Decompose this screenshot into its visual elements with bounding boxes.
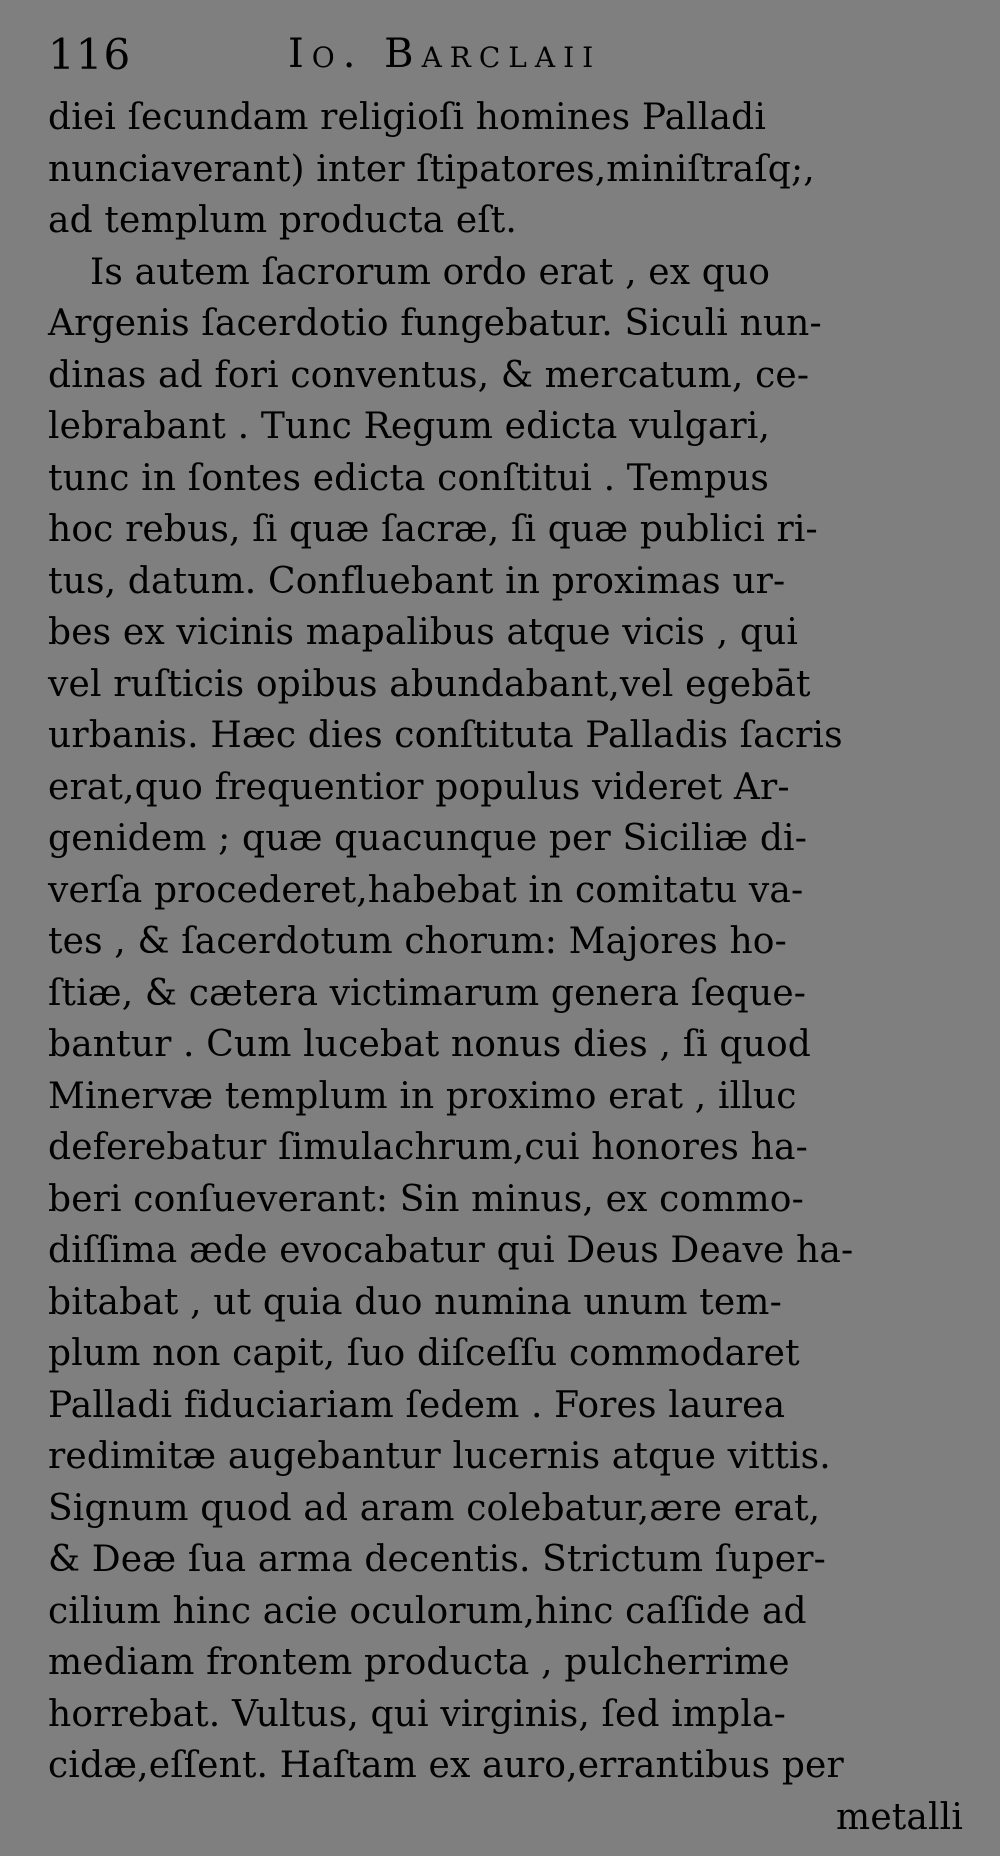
text-line: genidem ; quæ quacunque per Siciliæ di- [48,818,808,859]
catchword: metalli [836,1796,963,1838]
text-line: plum non capit, ſuo diſceſſu commodaret [48,1333,800,1374]
text-line: bitabat , ut quia duo numina unum tem- [48,1281,782,1323]
text-line: mediam frontem producta , pulcherrime [48,1642,790,1683]
body-text [48,92,973,1843]
text-line: lebrabant . Tunc Regum edicta vulgari, [48,406,771,447]
text-line: ſtiæ, & cætera victimarum genera ſeque- [48,972,807,1014]
text-line: bantur . Cum lucebat nonus dies , ſi quod [48,1024,811,1065]
text-line: Argenis ſacerdotio fungebatur. Siculi nun- [48,303,822,344]
page-number: 116 [48,30,132,79]
text-line: beri conſueverant: Sin minus, ex commo- [48,1178,804,1220]
text-line: nunciaverant) inter ſtipatores,miniſtraſq;, [48,148,815,190]
text-line: redimitæ augebantur lucernis atque vittis. [48,1436,831,1477]
text-line: Signum quod ad aram colebatur,ære erat, [48,1487,821,1529]
text-line: & Deæ ſua arma decentis. Strictum ſuper- [48,1539,826,1580]
text-line: cidæ,eſſent. Haſtam ex auro,errantibus per [48,1745,844,1786]
text-line: hoc rebus, ſi quæ ſacræ, ſi quæ publici ri- [48,509,818,550]
text-line: tes , & ſacerdotum chorum: Majores ho- [48,921,787,962]
text-line: tus, datum. Confluebant in proximas ur- [48,560,786,602]
text-line: erat,quo frequentior populus videret Ar- [48,766,790,808]
text-line: Minervæ templum in proximo erat , illuc [48,1075,797,1117]
text-line: bes ex vicinis mapalibus atque vicis , qui [48,612,799,653]
text-line: deferebatur ſimulachrum,cui honores ha- [48,1127,808,1168]
text-line: diſſima æde evocabatur qui Deus Deave ha- [48,1230,854,1271]
text-line: ad templum producta eſt. [48,200,518,241]
text-line: vel ruſticis opibus abundabant,vel egebāt [48,663,811,705]
text-line: verſa procederet,habebat in comitatu va- [48,869,804,911]
text-line: horrebat. Vultus, qui virginis, ſed impla- [48,1693,786,1735]
text-line: Palladi fiduciariam ſedem . Fores laurea [48,1384,786,1426]
text-line: tunc in ſontes edicta conſtitui . Tempus [48,457,770,499]
paragraph-start-line: Is autem ſacrorum ordo erat , ex quo [90,251,771,293]
text-line: dinas ad fori conventus, & mercatum, ce- [48,354,810,396]
page-header [48,30,968,92]
text-line: urbanis. Hæc dies conſtituta Palladis ſacris [48,715,843,756]
text-line: cilium hinc acie oculorum,hinc caſſide ad [48,1590,807,1632]
text-line: diei ſecundam religioſi homines Palladi [48,97,767,138]
running-head: Io. Barclaii [288,31,602,77]
